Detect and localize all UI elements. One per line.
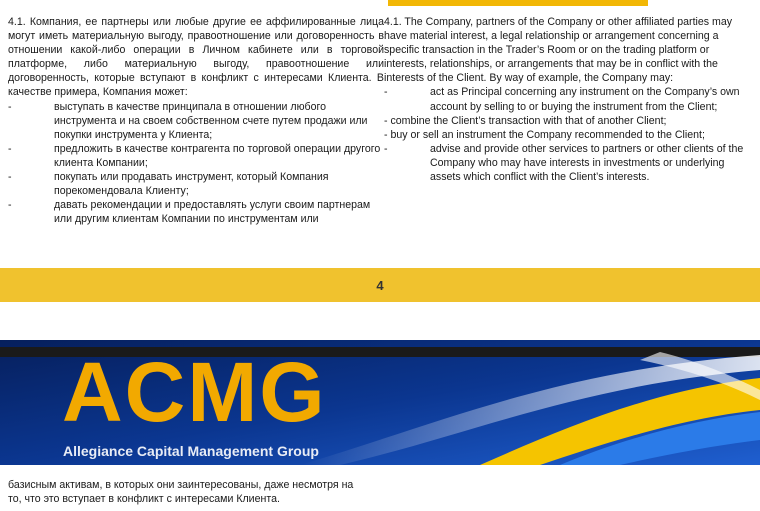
russian-column-continued xyxy=(8,478,368,506)
ru-list-item xyxy=(8,142,384,170)
en-clause-intro: 4.1. The Company, partners of the Company or other affiliated parties may have material interest, a legal relationship or arrangement concerning a specific transaction in the Trader’s Room or on the trading platform or interests, relationships, or arrangements that may be in conflict with the interests of the Client. By way of example, the Company may: xyxy=(384,16,733,85)
list-dash: - xyxy=(8,199,12,212)
header-strip xyxy=(388,0,648,6)
page-number: 4 xyxy=(376,277,384,293)
page-footer-bar xyxy=(0,268,760,302)
ru-continued-text: базисным активам, в которых они заинтересованы, даже несмотря на то, что это вступает в конфликт с интересами Клиента. xyxy=(8,479,354,506)
en-list-item xyxy=(384,142,754,184)
list-item-text: предложить в качестве контрагента по торговой операции другого клиента Компании; xyxy=(54,142,381,169)
list-dash: - xyxy=(384,142,388,155)
list-item-text: advise and provide other services to partners or other clients of the Company who may have interests in investments or underlying assets which conflict with the Client’s interests. xyxy=(430,142,744,184)
company-name: Allegiance Capital Management Group xyxy=(63,443,319,459)
ru-list-item xyxy=(8,100,384,142)
list-item-text: act as Principal concerning any instrument on the Company’s own account by selling to or buying the instrument from the Client; xyxy=(430,86,740,113)
ru-list-item xyxy=(8,170,384,198)
company-logo: ACMG xyxy=(62,345,327,439)
en-list-item xyxy=(384,85,754,113)
list-item-text: покупать или продавать инструмент, который Компания порекомендовала Клиенту; xyxy=(54,171,329,198)
list-dash: - xyxy=(384,86,388,99)
en-list-item: - buy or sell an instrument the Company recommended to the Client; xyxy=(384,128,705,141)
english-column xyxy=(384,15,754,184)
list-dash: - xyxy=(8,171,12,184)
list-dash: - xyxy=(8,142,12,155)
list-item-text: выступать в качестве принципала в отношении любого инструмента и на своем собственном счете путем продажи или покупки инструмента у Клиента; xyxy=(54,100,368,141)
ru-clause-intro: 4.1. Компания, ее партнеры или любые другие ее аффилированные лица могут иметь материальную выгоду, правоотношение или договоренность в отношении какой-либо операции в Личном кабинете или в торговой платформе, либо материальную выгоду, правоотношение или договоренность, которые вступают в конфликт с интересами Клиента. В качестве примера, Компания может: xyxy=(8,16,384,99)
en-list-item: - combine the Client’s transaction with that of another Client; xyxy=(384,114,667,127)
list-item-text: давать рекомендации и предоставлять услуги своим партнерам или другим клиентам Компании по инструментам или xyxy=(54,199,371,226)
russian-column xyxy=(8,15,384,226)
ru-list-item xyxy=(8,198,384,226)
list-dash: - xyxy=(8,100,12,113)
